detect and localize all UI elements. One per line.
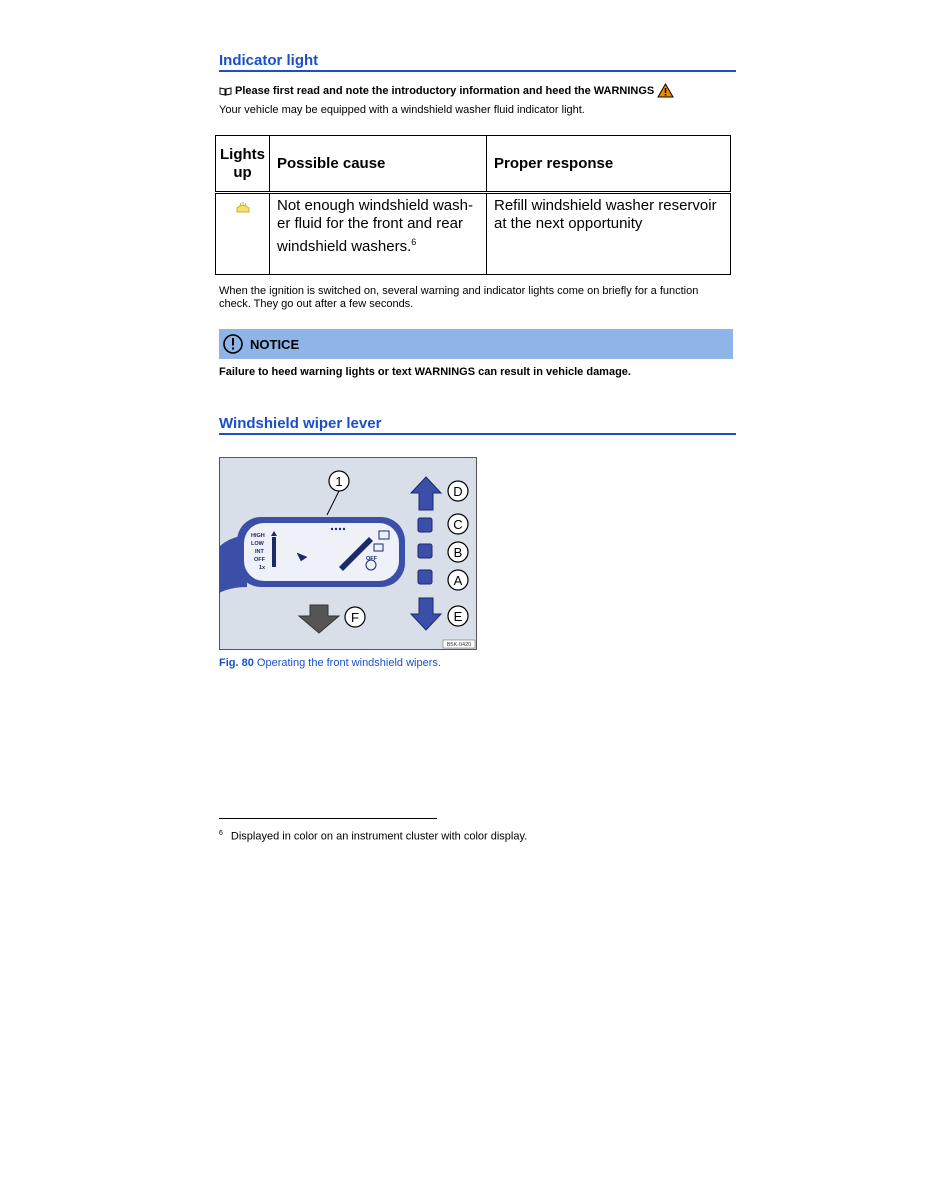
ignition-note-line: check. They go out after a few seconds. [219, 298, 414, 310]
section-heading-wiper-lever: Windshield wiper lever [219, 415, 736, 435]
figure-code: B5K-0420 [446, 642, 472, 648]
intro-text: Please first read and note the introductory information and heed the WARNINGS [235, 84, 655, 97]
ignition-note [219, 285, 698, 311]
footnote [219, 830, 527, 843]
notice-box [219, 329, 733, 359]
footnote-number: 6 [219, 830, 223, 837]
footnote-divider [219, 818, 437, 819]
callout-label: E [453, 609, 463, 624]
cause-line: er fluid for the front and rear [277, 215, 463, 232]
warning-triangle-icon [657, 83, 674, 98]
callout-label: A [453, 573, 463, 588]
footnote-text: Displayed in color on an instrument cluster with color display. [230, 830, 528, 843]
table-row [216, 193, 731, 275]
callout-label: F [351, 610, 359, 625]
equipment-note: Your vehicle may be equipped with a windshield washer fluid indicator light. [219, 104, 585, 116]
header-possible-cause: Possible cause [270, 136, 487, 193]
lever-label: INT [255, 549, 264, 555]
section-heading-indicator-light: Indicator light [219, 52, 736, 72]
cause-line-text: windshield washers. [277, 238, 412, 255]
off-label: OFF [366, 556, 377, 562]
cause-line: Not enough windshield wash- [277, 197, 473, 214]
exclamation-circle-icon [222, 333, 244, 355]
ignition-note-line: When the ignition is switched on, several warning and indicator lights come on briefly for a function [219, 285, 699, 297]
figure-caption-text: Operating the front windshield wipers. [253, 657, 441, 669]
notice-label: NOTICE [250, 336, 300, 352]
indicator-table [215, 135, 731, 275]
lever-label: HIGH [251, 533, 265, 539]
response-line: Refill windshield washer reservoir [494, 197, 717, 214]
cause-cell [270, 193, 487, 275]
header-lights-up: Lights up [216, 136, 270, 193]
table-header-row [216, 136, 731, 193]
callout-label: 1 [335, 474, 343, 489]
callout-label: D [453, 484, 463, 499]
lever-label: OFF [254, 557, 265, 563]
figure-caption [219, 657, 441, 669]
book-icon [219, 86, 232, 96]
intro-line [219, 83, 674, 98]
callout-label: C [453, 517, 463, 532]
callout-label: B [453, 545, 463, 560]
wiper-lever-illustration [219, 457, 477, 650]
windshield-washer-icon [236, 201, 250, 213]
lever-label: 1x [259, 565, 266, 571]
cause-line [277, 233, 479, 256]
lever-label: LOW [251, 541, 264, 547]
figure-caption-label: Fig. 80 [219, 657, 254, 669]
notice-text: Failure to heed warning lights or text WARNINGS can result in vehicle damage. [219, 366, 631, 378]
header-proper-response: Proper response [487, 136, 731, 193]
indicator-icon-cell [216, 193, 270, 275]
response-cell [487, 193, 731, 275]
response-line: at the next opportunity [494, 215, 643, 232]
wiper-lever-figure [219, 457, 477, 650]
footnote-ref[interactable]: 6 [411, 237, 417, 247]
